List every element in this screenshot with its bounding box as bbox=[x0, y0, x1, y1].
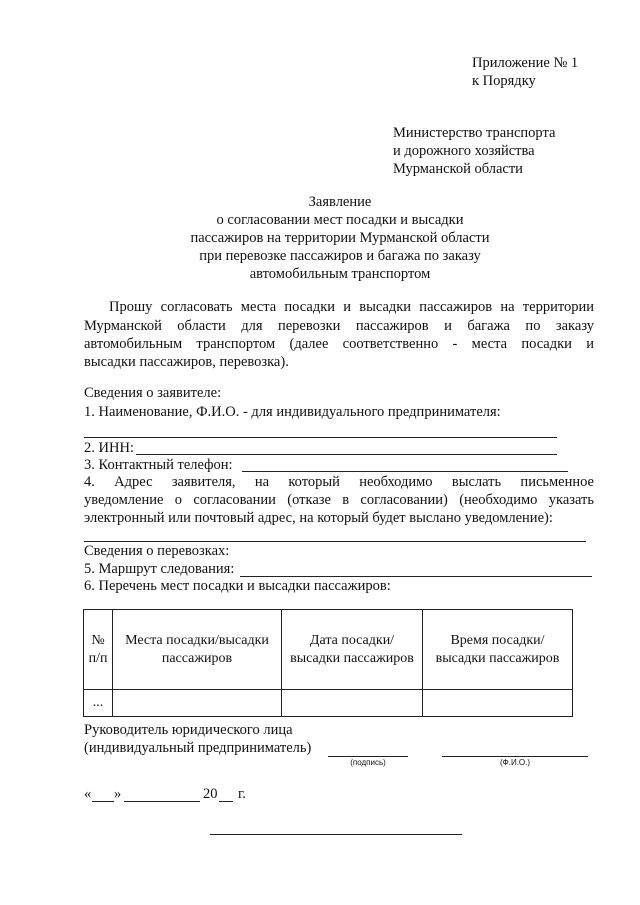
addressee-line-1: Министерство транспорта bbox=[393, 125, 556, 141]
request-line-2: Мурманской области для перевозки пассажиров и багажа по заказу bbox=[84, 318, 594, 334]
month-field-line[interactable] bbox=[124, 801, 200, 802]
table-row bbox=[84, 690, 573, 717]
table-header-row bbox=[84, 610, 573, 690]
transport-item-5: 5. Маршрут следования: bbox=[84, 561, 235, 577]
header-places: Места посадки/высадки пассажиров bbox=[113, 610, 282, 690]
header-time: Время посадки/высадки пассажиров bbox=[423, 610, 573, 690]
signature-caption: (подпись) bbox=[350, 758, 386, 767]
applicant-item-4-line-2: уведомление о согласовании (отказе в согласовании) (необходимо указать bbox=[84, 492, 594, 508]
address-field-line[interactable] bbox=[84, 541, 586, 542]
addressee-line-3: Мурманской области bbox=[393, 161, 523, 177]
date-close-quote: » bbox=[114, 786, 122, 802]
signature-line-2: (индивидуальный предприниматель) bbox=[84, 740, 312, 756]
fio-caption: (Ф.И.О.) bbox=[499, 758, 531, 767]
title-line-5: автомобильным транспортом bbox=[249, 266, 431, 282]
header-date: Дата посадки/высадки пассажиров bbox=[282, 610, 423, 690]
title-line-4: при перевозке пассажиров и багажа по заказу bbox=[199, 248, 481, 264]
applicant-item-4-line-3: электронный или почтовый адрес, на который будет выслано уведомление): bbox=[84, 510, 553, 526]
transport-item-6: 6. Перечень мест посадки и высадки пассажиров: bbox=[84, 578, 391, 594]
appendix-line-2: к Порядку bbox=[472, 73, 536, 89]
inn-field-line[interactable] bbox=[136, 454, 557, 455]
phone-field-line[interactable] bbox=[242, 471, 568, 472]
signature-line-1: Руководитель юридического лица bbox=[84, 722, 293, 738]
transport-heading: Сведения о перевозках: bbox=[84, 543, 230, 559]
title-line-3: пассажиров на территории Мурманской области bbox=[190, 230, 490, 246]
title-line-2: о согласовании мест посадки и высадки bbox=[216, 212, 464, 228]
row-number-cell: ... bbox=[84, 690, 113, 717]
row-date-cell[interactable] bbox=[282, 690, 423, 717]
row-places-cell[interactable] bbox=[113, 690, 282, 717]
route-field-line[interactable] bbox=[240, 576, 592, 577]
applicant-item-2: 2. ИНН: bbox=[84, 440, 134, 456]
stops-table bbox=[83, 609, 573, 717]
header-number: № п/п bbox=[84, 610, 113, 690]
name-field-line[interactable] bbox=[84, 437, 557, 438]
request-line-1: Прошу согласовать места посадки и высадки пассажиров на территории bbox=[109, 299, 594, 315]
date-open-quote: « bbox=[84, 786, 92, 802]
day-field-line[interactable] bbox=[92, 801, 114, 802]
fio-field-line[interactable] bbox=[442, 756, 588, 757]
request-line-4: высадки пассажиров, перевозка). bbox=[84, 354, 289, 370]
year-prefix: 20 bbox=[203, 786, 218, 802]
applicant-heading: Сведения о заявителе: bbox=[84, 385, 222, 401]
applicant-item-4-line-1: 4. Адрес заявителя, на который необходимо выслать письменное bbox=[84, 474, 594, 490]
signature-field-line[interactable] bbox=[328, 756, 408, 757]
row-time-cell[interactable] bbox=[423, 690, 573, 717]
applicant-item-1: 1. Наименование, Ф.И.О. - для индивидуального предпринимателя: bbox=[84, 404, 501, 420]
bottom-separator-line bbox=[210, 834, 462, 835]
year-field-line[interactable] bbox=[219, 801, 233, 802]
request-line-3: автомобильным транспортом (далее соответственно - места посадки и bbox=[84, 336, 594, 352]
year-suffix: г. bbox=[238, 786, 246, 802]
addressee-line-2: и дорожного хозяйства bbox=[393, 143, 535, 159]
applicant-item-3: 3. Контактный телефон: bbox=[84, 457, 233, 473]
appendix-line-1: Приложение № 1 bbox=[472, 55, 579, 71]
document-title: Заявление bbox=[308, 194, 372, 210]
